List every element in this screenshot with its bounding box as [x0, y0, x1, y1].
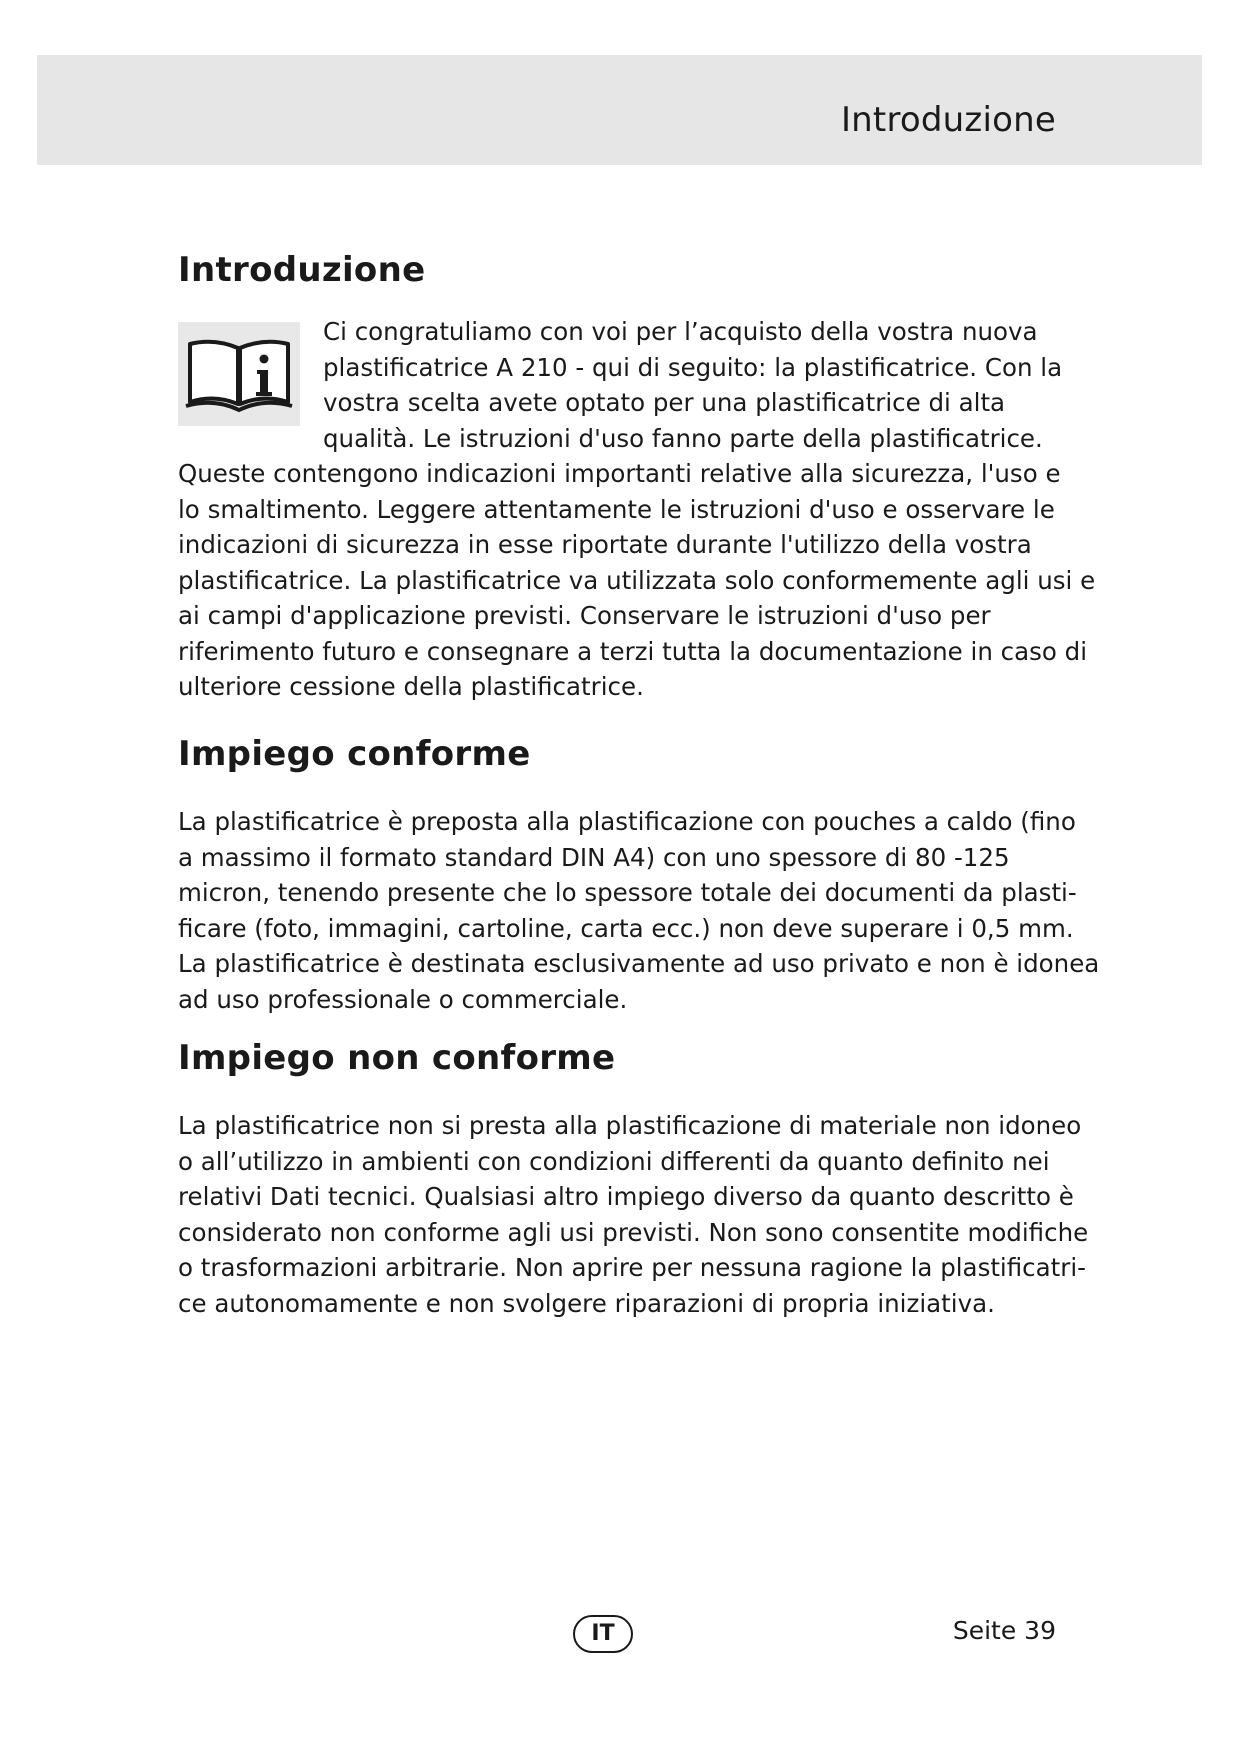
text-line: ad uso professionale o commerciale. [178, 984, 628, 1014]
section-heading-impiego-conforme: Impiego conforme [178, 734, 531, 774]
text-line: La plastificatrice è preposta alla plastificazione con pouches a caldo (fino [178, 807, 1076, 836]
text-line: ulteriore cessione della plastificatrice. [178, 672, 644, 701]
text-line: o all’utilizzo in ambienti con condizioni differenti da quanto definito nei [178, 1146, 1050, 1176]
text-line: Queste contengono indicazioni importanti relative alla sicurezza, l'uso e [178, 459, 1061, 488]
text-line: ce autonomamente e non svolgere riparazioni di propria iniziativa. [178, 1288, 995, 1318]
impiego-non-conforme-paragraph [178, 1108, 1089, 1321]
impiego-conforme-paragraph [178, 804, 1100, 1017]
section-heading-introduzione: Introduzione [178, 250, 426, 290]
language-badge: IT [573, 1615, 633, 1653]
text-line: relativi Dati tecnici. Qualsiasi altro impiego diverso da quanto descritto è [178, 1182, 1074, 1211]
text-line: Ci congratuliamo con voi per l’acquisto della vostra nuova [323, 317, 1038, 346]
text-line: a massimo il formato standard DIN A4) con uno spessore di 80 -125 [178, 842, 1010, 872]
text-line: La plastificatrice è destinata esclusivamente ad uso privato e non è idonea [178, 949, 1100, 978]
section-heading-impiego-non-conforme: Impiego non conforme [178, 1038, 616, 1078]
text-line: vostra scelta avete optato per una plastificatrice di alta [323, 388, 1006, 417]
text-line: micron, tenendo presente che lo spessore totale dei documenti da plasti- [178, 878, 1077, 907]
running-header-title: Introduzione [840, 100, 1056, 140]
text-line: considerato non conforme agli usi previsti. Non sono consentite modifiche [178, 1217, 1089, 1247]
text-line: ficare (foto, immagini, cartoline, carta ecc.) non deve superare i 0,5 mm. [178, 913, 1074, 943]
text-line: ai campi d'applicazione previsti. Conservare le istruzioni d'uso per [178, 601, 991, 630]
info-book-icon [178, 322, 300, 426]
text-line: plastificatrice. La plastificatrice va utilizzata solo conformemente agli usi e [178, 565, 1096, 595]
text-line: indicazioni di sicurezza in esse riportate durante l'utilizzo della vostra [178, 530, 1032, 559]
text-line: plastificatrice A 210 - qui di seguito: la plastificatrice. Con la [323, 352, 1063, 382]
intro-paragraph [178, 456, 1096, 705]
text-line: o trasformazioni arbitrarie. Non aprire per nessuna ragione la plastificatri- [178, 1253, 1086, 1282]
text-line: riferimento futuro e consegnare a terzi tutta la documentazione in caso di [178, 636, 1088, 666]
text-line: lo smaltimento. Leggere attentamente le istruzioni d'uso e osservare le [178, 494, 1055, 524]
intro-text-beside-icon [323, 314, 1083, 456]
text-line: La plastificatrice non si presta alla plastificazione di materiale non idoneo [178, 1111, 1082, 1140]
page-number: Seite 39 [952, 1616, 1056, 1645]
text-line: qualità. Le istruzioni d'uso fanno parte della plastificatrice. [323, 423, 1043, 453]
